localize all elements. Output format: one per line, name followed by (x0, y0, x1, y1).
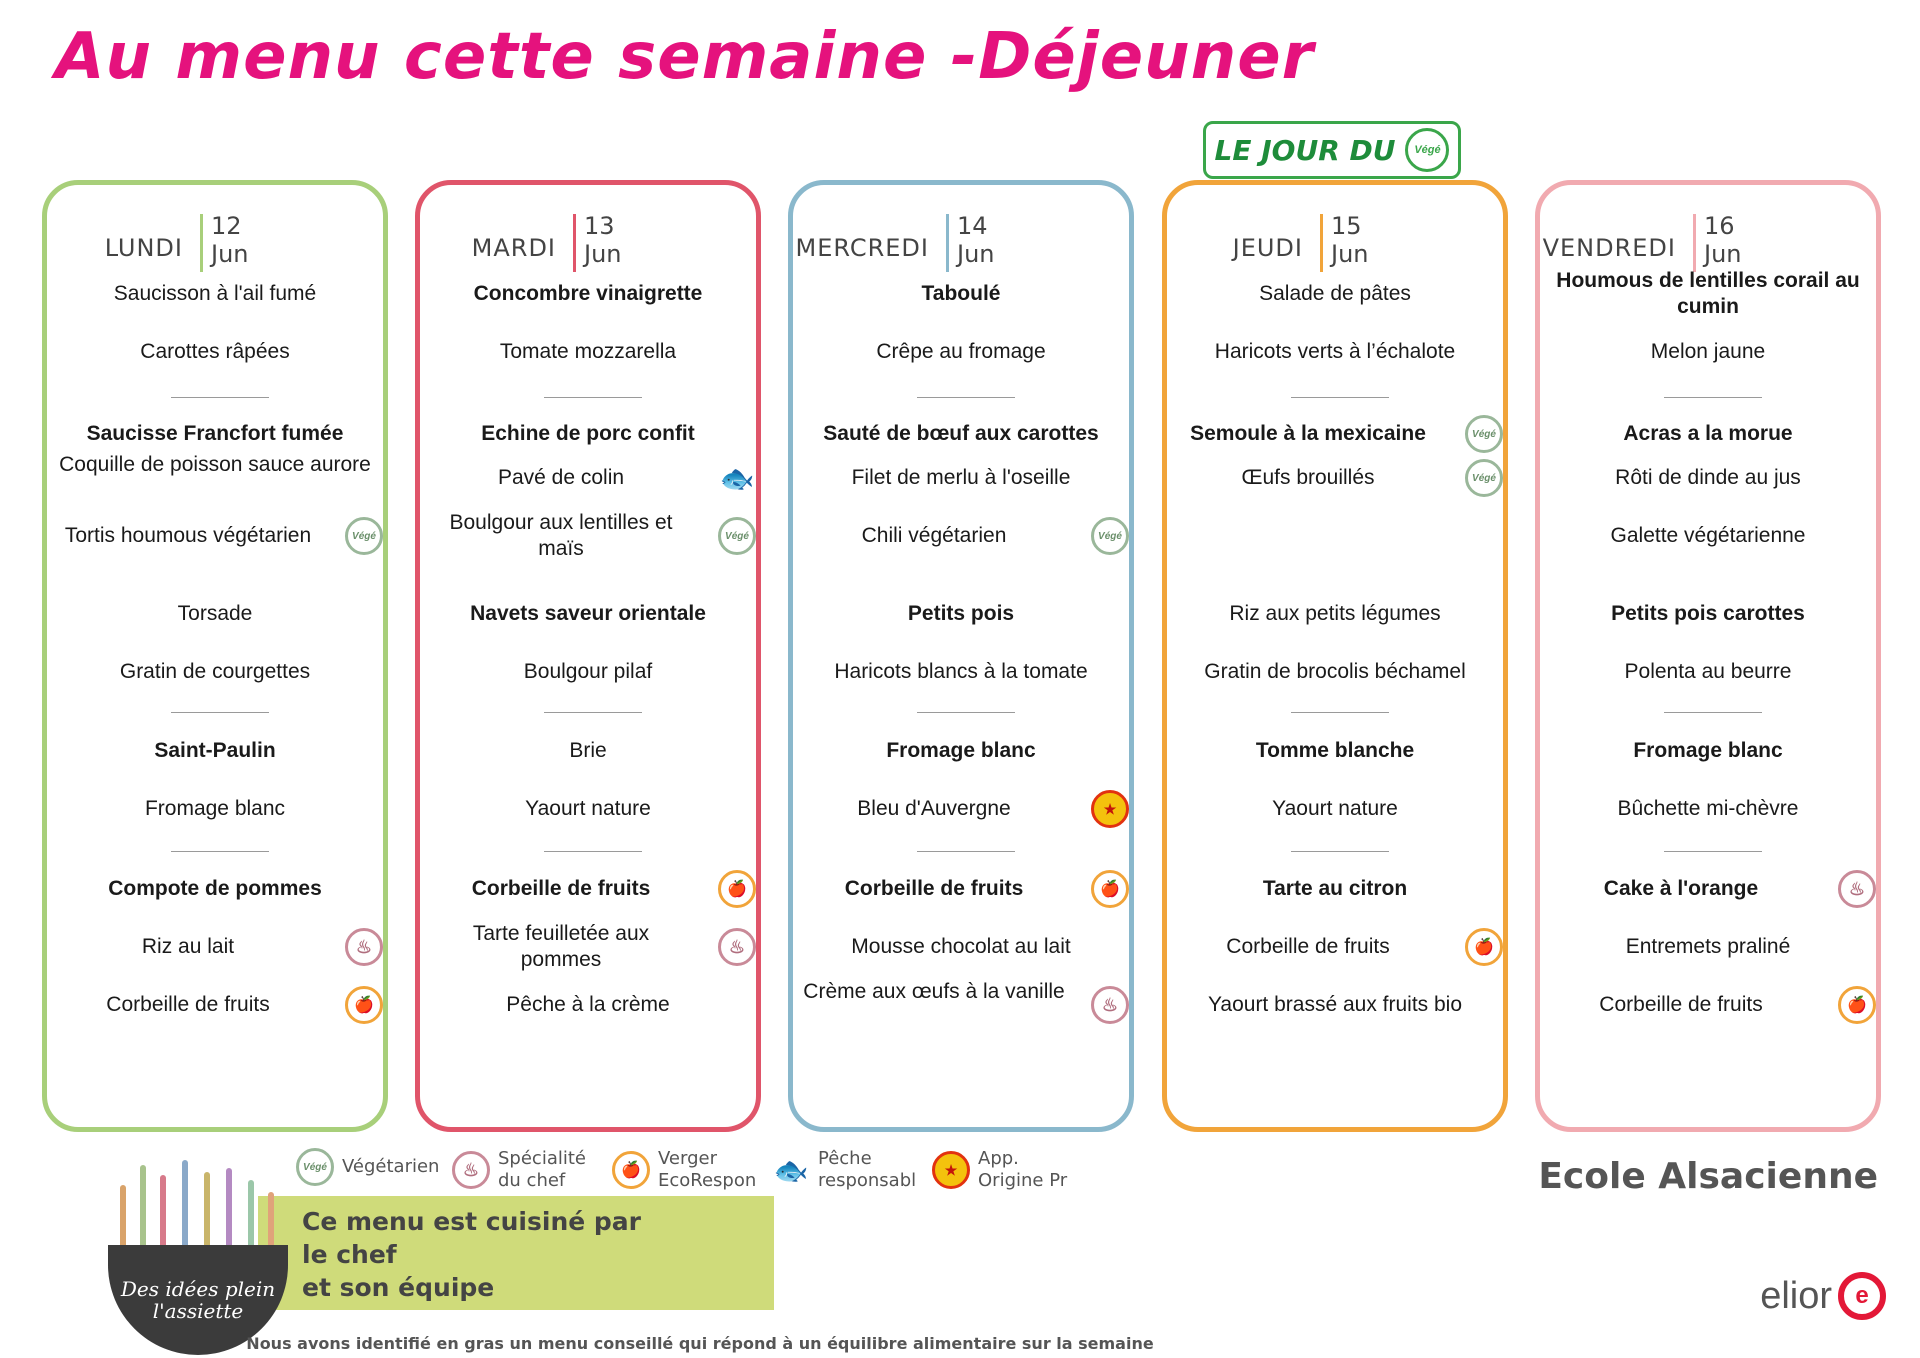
menu-item: Galette végétarienne (1610, 524, 1806, 547)
menu-item: Concombre vinaigrette (473, 282, 703, 305)
day-column-vendredi (1535, 180, 1881, 1132)
section-divider (544, 712, 642, 713)
verger-icon: 🍎 (345, 986, 383, 1024)
menu-item: Haricots verts à l’échalote (1214, 340, 1456, 363)
menu-item: Pêche à la crème (506, 993, 670, 1016)
day-date (584, 212, 622, 268)
legend-item (772, 1148, 928, 1192)
day-month: Jun (584, 240, 622, 268)
section-divider (1291, 851, 1389, 852)
menu-item: Torsade (177, 602, 253, 625)
menu-item: Riz au lait (141, 935, 235, 958)
menu-item: Taboulé (921, 282, 1001, 305)
school-name: Ecole Alsacienne (1538, 1156, 1878, 1197)
legend-label: App. Origine Pr (978, 1148, 1068, 1191)
day-month: Jun (211, 240, 249, 268)
chef-icon: ♨ (1838, 870, 1876, 908)
verger-icon: 🍎 (718, 870, 756, 908)
chef-icon: ♨ (1091, 986, 1129, 1024)
menu-item: Acras a la morue (1623, 422, 1793, 445)
day-header (420, 200, 756, 268)
elior-mark-icon: e (1838, 1272, 1886, 1320)
page-title: Au menu cette semaine -Déjeuner (55, 20, 1315, 94)
menu-item: Echine de porc confit (481, 422, 695, 445)
fish-icon: 🐟 (773, 1154, 809, 1186)
legend-item (932, 1148, 1088, 1192)
section-divider (1664, 397, 1762, 398)
menu-item: Boulgour aux lentilles et maïs (449, 511, 673, 560)
menu-item: Melon jaune (1650, 340, 1766, 363)
day-header (47, 200, 383, 268)
menu-item: Gratin de courgettes (119, 660, 311, 683)
chef-icon: ♨ (718, 928, 756, 966)
menu-item: Crème aux œufs à la vanille (803, 980, 1065, 1003)
vege-icon: Végé (1465, 415, 1503, 453)
menu-item: Chili végétarien (861, 524, 1007, 547)
day-column-lundi (42, 180, 388, 1132)
day-date (957, 212, 995, 268)
menu-item: Petits pois carottes (1611, 602, 1805, 625)
verger-icon: 🍎 (1838, 986, 1876, 1024)
day-date (1331, 212, 1369, 268)
badge-text: LE JOUR DU (1214, 133, 1396, 167)
section-divider (171, 712, 269, 713)
section-divider (1664, 851, 1762, 852)
section-divider (544, 851, 642, 852)
section-divider (917, 851, 1015, 852)
chef-note-line: et son équipe (302, 1273, 495, 1302)
vege-icon: Végé (296, 1148, 334, 1186)
aop-icon: ★ (932, 1151, 970, 1189)
menu-item: Corbeille de fruits (471, 877, 651, 900)
menu-item: Saucisson à l'ail fumé (113, 282, 317, 305)
menu-item: Carottes râpées (140, 340, 290, 363)
chef-icon: ♨ (345, 928, 383, 966)
menu-item: Corbeille de fruits (844, 877, 1024, 900)
menu-item: Cake à l'orange (1603, 877, 1759, 900)
menu-item: Yaourt brassé aux fruits bio (1207, 993, 1463, 1016)
vege-icon: Végé (718, 517, 756, 555)
menu-item: Compote de pommes (108, 877, 322, 900)
menu-item: Tarte au citron (1262, 877, 1408, 900)
menu-item: Saint-Paulin (154, 739, 276, 762)
vege-icon: Végé (1091, 517, 1129, 555)
header-separator (946, 214, 949, 272)
menu-item: Semoule à la mexicaine (1190, 422, 1426, 445)
section-divider (544, 397, 642, 398)
section-divider (171, 851, 269, 852)
section-divider (1291, 397, 1389, 398)
menu-item: Boulgour pilaf (523, 660, 653, 683)
footer-text: Nous avons identifié en gras un menu conseillé qui répond à un équilibre alimentaire sur la semaine (246, 1334, 1154, 1353)
day-name: LUNDI (104, 234, 183, 262)
aop-icon: ★ (1091, 790, 1129, 828)
vege-icon: Végé (1465, 459, 1503, 497)
legend-item (612, 1148, 768, 1192)
menu-item: Bûchette mi-chèvre (1617, 797, 1799, 820)
legend-item (296, 1148, 442, 1186)
day-month: Jun (1331, 240, 1369, 268)
menu-item: Coquille de poisson sauce aurore (59, 453, 371, 476)
vege-seal-icon: Végé (1405, 128, 1449, 172)
day-name: VENDREDI (1542, 234, 1676, 262)
chef-note (302, 1205, 641, 1304)
menu-item: Fromage blanc (886, 739, 1036, 762)
menu-item: Tarte feuilletée aux pommes (472, 922, 650, 971)
chef-note-line: le chef (302, 1240, 397, 1269)
day-number: 12 (211, 212, 242, 240)
verger-icon: 🍎 (612, 1151, 650, 1189)
day-number: 14 (957, 212, 988, 240)
menu-item: Brie (569, 739, 607, 762)
legend-label: Végétarien (342, 1156, 440, 1177)
section-divider (1291, 712, 1389, 713)
legend-item (452, 1148, 608, 1192)
menu-item: Riz aux petits légumes (1229, 602, 1441, 625)
menu-item: Rôti de dinde au jus (1615, 466, 1801, 489)
header-separator (573, 214, 576, 272)
vege-icon: Végé (345, 517, 383, 555)
day-column-mercredi (788, 180, 1134, 1132)
menu-item: Mousse chocolat au lait (851, 935, 1071, 958)
menu-item: Sauté de bœuf aux carottes (823, 422, 1099, 445)
verger-icon: 🍎 (1091, 870, 1129, 908)
menu-item: Bleu d'Auvergne (857, 797, 1011, 820)
bowl-text: Des idées plein l'assiette (120, 1277, 276, 1323)
legend-label: Spécialité du chef (498, 1148, 586, 1191)
legend-label: Verger EcoRespon (658, 1148, 757, 1191)
menu-item: Corbeille de fruits (1226, 935, 1390, 958)
header-separator (200, 214, 203, 272)
day-month: Jun (957, 240, 995, 268)
menu-item: Yaourt nature (1272, 797, 1398, 820)
brand-name: elior (1760, 1274, 1832, 1317)
footer-note (0, 1334, 1920, 1353)
fish-icon: 🐟 (719, 462, 755, 494)
day-header (793, 200, 1129, 268)
chef-icon: ♨ (452, 1151, 490, 1189)
jour-du-vege-badge (1203, 121, 1461, 179)
menu-item: Houmous de lentilles corail au cumin (1556, 269, 1860, 318)
day-number: 16 (1704, 212, 1735, 240)
menu-item: Tomate mozzarella (499, 340, 677, 363)
section-divider (1664, 712, 1762, 713)
menu-item: Crêpe au fromage (876, 340, 1046, 363)
menu-item: Pavé de colin (497, 466, 625, 489)
menu-item: Haricots blancs à la tomate (834, 660, 1088, 683)
menu-item: Polenta au beurre (1624, 660, 1792, 683)
section-divider (917, 397, 1015, 398)
menu-item: Fromage blanc (144, 797, 286, 820)
day-name: JEUDI (1232, 234, 1303, 262)
menu-item: Petits pois (907, 602, 1015, 625)
elior-logo (1760, 1272, 1886, 1320)
header-separator (1320, 214, 1323, 272)
menu-item: Corbeille de fruits (1599, 993, 1763, 1016)
day-date (1704, 212, 1742, 268)
menu-item: Tomme blanche (1255, 739, 1415, 762)
menu-item: Œufs brouillés (1241, 466, 1375, 489)
day-name: MARDI (471, 234, 556, 262)
day-number: 13 (584, 212, 615, 240)
section-divider (917, 712, 1015, 713)
day-number: 15 (1331, 212, 1362, 240)
day-header (1167, 200, 1503, 268)
chef-note-line: Ce menu est cuisiné par (302, 1207, 641, 1236)
menu-item: Gratin de brocolis béchamel (1204, 660, 1466, 683)
day-column-mardi (415, 180, 761, 1132)
menu-item: Fromage blanc (1633, 739, 1783, 762)
legend-label: Pêche responsabl (818, 1148, 917, 1191)
menu-item: Navets saveur orientale (470, 602, 706, 625)
menu-item: Corbeille de fruits (106, 993, 270, 1016)
menu-item: Salade de pâtes (1259, 282, 1411, 305)
day-column-jeudi (1162, 180, 1508, 1132)
day-name: MERCREDI (795, 234, 929, 262)
header-separator (1693, 214, 1696, 272)
menu-item: Yaourt nature (525, 797, 651, 820)
day-header (1540, 200, 1876, 268)
menu-item: Saucisse Francfort fumée (86, 422, 344, 445)
menu-item: Entremets praliné (1625, 935, 1791, 958)
menu-item: Filet de merlu à l'oseille (851, 466, 1071, 489)
day-month: Jun (1704, 240, 1742, 268)
verger-icon: 🍎 (1465, 928, 1503, 966)
section-divider (171, 397, 269, 398)
day-date (211, 212, 249, 268)
menu-item: Tortis houmous végétarien (64, 524, 312, 547)
